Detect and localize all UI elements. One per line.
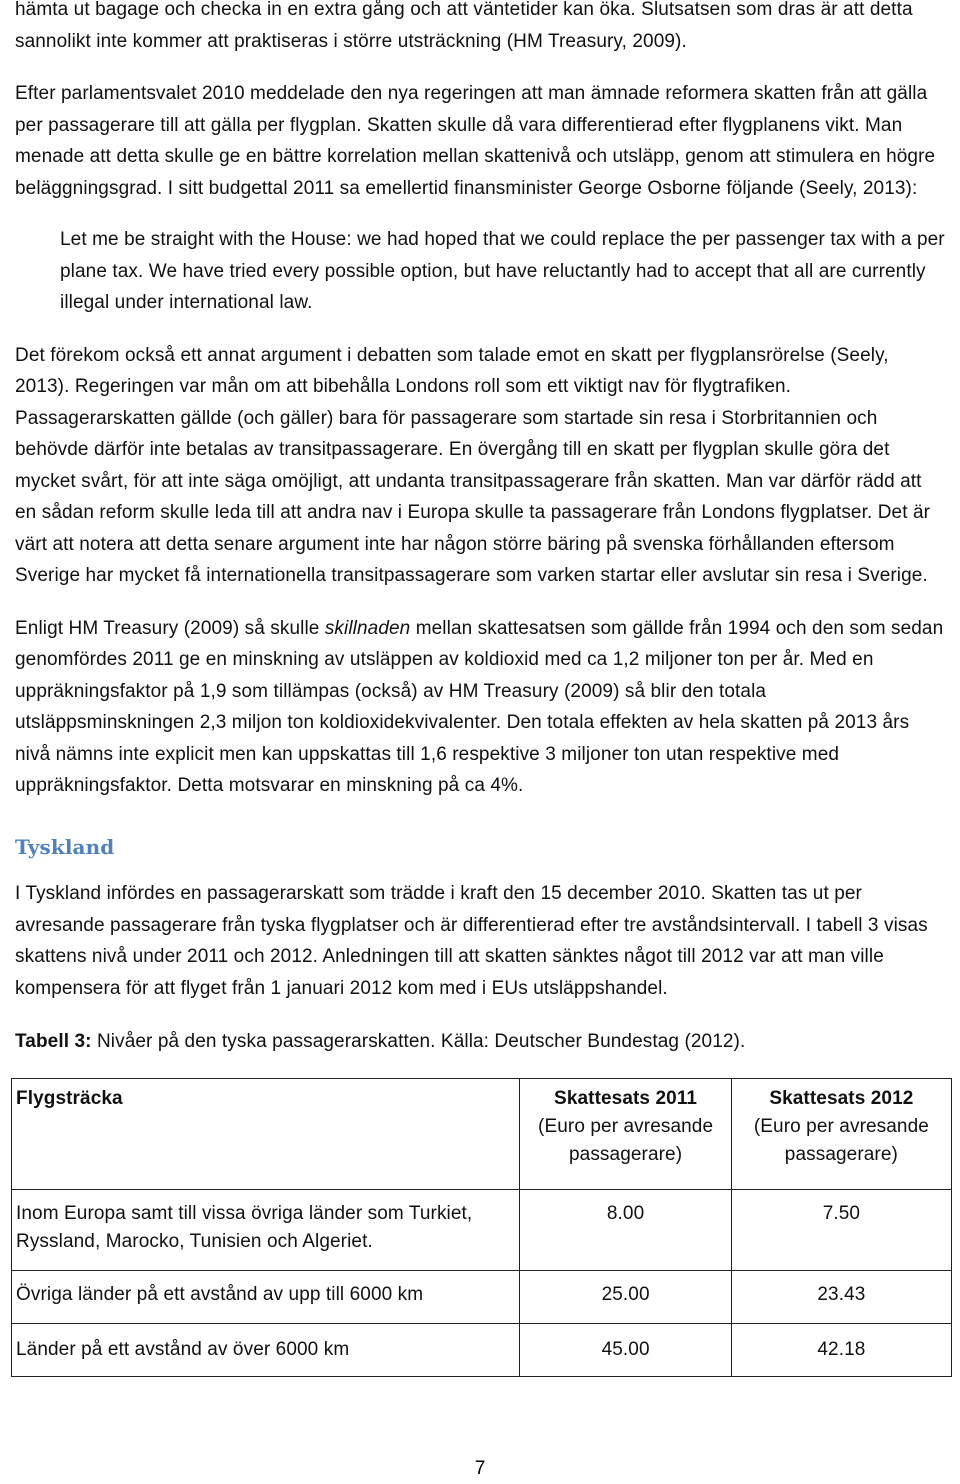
paragraph-uk-reform: Efter parlamentsvalet 2010 meddelade den nya regeringen att man ämnade reformera skatten från att gälla per passagerare till att gälla per flygplan. Skatten skulle då vara differentierad efter flygplanens vikt. Man menade att detta skulle ge en bättre korrelation mellan skattenivå och utsläpp, genom att stimulera en högre beläggningsgrad. I sitt budgettal 2011 sa emellertid finansminister George Osborne följande (Seely, 2013): — [15, 83, 936, 199]
quote-text: Let me be straight with the House: we had hoped that we could replace the per passenger tax with a per plane tax. We have tried every possible option, but have reluctantly had to accept that all are currently illegal under international law. — [60, 229, 945, 313]
page-number: 7 — [474, 1458, 486, 1479]
table-caption-text: Nivåer på den tyska passagerarskatten. Källa: Deutscher Bundestag (2012). — [91, 1031, 746, 1053]
cell-rate-2011: 45.00 — [520, 1323, 731, 1376]
cell-rate-2011: 25.00 — [520, 1270, 731, 1323]
table-row — [12, 1270, 952, 1323]
cell-route: Inom Europa samt till vissa övriga länder som Turkiet, Ryssland, Marocko, Tunisien och Algeriet. — [12, 1189, 520, 1270]
header-skattesats-2011 — [520, 1078, 731, 1189]
paragraph-germany: I Tyskland infördes en passagerarskatt som trädde i kraft den 15 december 2010. Skatten tas ut per avresande passagerare från tyska flygplatser och är differentierad efter tre avståndsintervall. I tabell 3 visas skattens nivå under 2011 och 2012. Anledningen till att skatten sänktes något till 2012 var att man ville kompensera för att flyget från 1 januari 2012 kom med i EUs utsläppshandel. — [15, 883, 928, 999]
header-2011-title: Skattesats 2011 — [554, 1087, 698, 1109]
paragraph-emission-effect — [15, 613, 947, 802]
p4-italic: skillnaden — [324, 617, 411, 639]
table-row — [12, 1189, 952, 1270]
p4-after: mellan skattesatsen som gällde från 1994 och den som sedan genomfördes 2011 ge en minskning av utsläppen av koldioxid med ca 1,2 miljoner ton per år. Med en uppräkningsfaktor på 1,9 som tillämpas (också) av HM Treasury (2009) så blir den totala utsläppsminskningen 2,3 miljon ton koldioxidekvivalenter. Den totala effekten av hela skatten på 2013 års nivå nämns inte explicit men kan uppskattas till 1,6 respektive 3 miljoner ton utan respektive med uppräkningsfaktor. Detta motsvarar en minskning på ca 4%. — [15, 617, 944, 796]
paragraph-uk-continuation: hämta ut bagage och checka in en extra gång och att väntetider kan öka. Slutsatsen som dras är att detta sannolikt inte kommer att praktiseras i större utsträckning (HM Treasury, 2009). — [15, 0, 913, 52]
header-2012-subtitle: (Euro per avresande passagerare) — [753, 1115, 929, 1165]
table-header-row — [12, 1078, 952, 1189]
cell-rate-2012: 7.50 — [731, 1189, 951, 1270]
cell-rate-2011: 8.00 — [520, 1189, 731, 1270]
document-page — [15, 0, 947, 1377]
cell-route: Länder på ett avstånd av över 6000 km — [12, 1323, 520, 1376]
cell-route: Övriga länder på ett avstånd av upp till 6000 km — [12, 1270, 520, 1323]
block-quote-osborne — [60, 224, 947, 319]
cell-rate-2012: 23.43 — [731, 1270, 951, 1323]
table-row — [12, 1323, 952, 1376]
table-caption — [15, 1026, 947, 1058]
section-heading-tyskland: Tyskland — [15, 834, 115, 859]
header-skattesats-2012 — [731, 1078, 951, 1189]
p4-before: Enligt HM Treasury (2009) så skulle — [15, 617, 325, 639]
tax-rate-table — [11, 1078, 952, 1377]
header-2012-title: Skattesats 2012 — [769, 1087, 914, 1109]
table-caption-label: Tabell 3: — [15, 1031, 92, 1053]
paragraph-transit-argument: Det förekom också ett annat argument i debatten som talade emot en skatt per flygplansrörelse (Seely, 2013). Regeringen var mån om att bibehålla Londons roll som ett viktigt nav för flygtrafiken. Passagerarskatten gällde (och gäller) bara för passagerare som startade sin resa i Storbritannien och behövde därför inte betalas av transitpassagerare. En övergång till en skatt per flygplan skulle göra det mycket svårt, för att inte säga omöjligt, att undanta transitpassagerare från skatten. Man var därför rädd att en sådan reform skulle leda till att andra nav i Europa skulle ta passagerare från Londons flygplatser. Det är värt att notera att detta senare argument inte har någon större bäring på svenska förhållanden eftersom Sverige har mycket få internationella transitpassagerare som varken startar eller avslutar sin resa i Sverige. — [15, 344, 931, 586]
cell-rate-2012: 42.18 — [731, 1323, 951, 1376]
header-2011-subtitle: (Euro per avresande passagerare) — [538, 1115, 714, 1165]
header-flygstracka: Flygsträcka — [12, 1078, 520, 1189]
